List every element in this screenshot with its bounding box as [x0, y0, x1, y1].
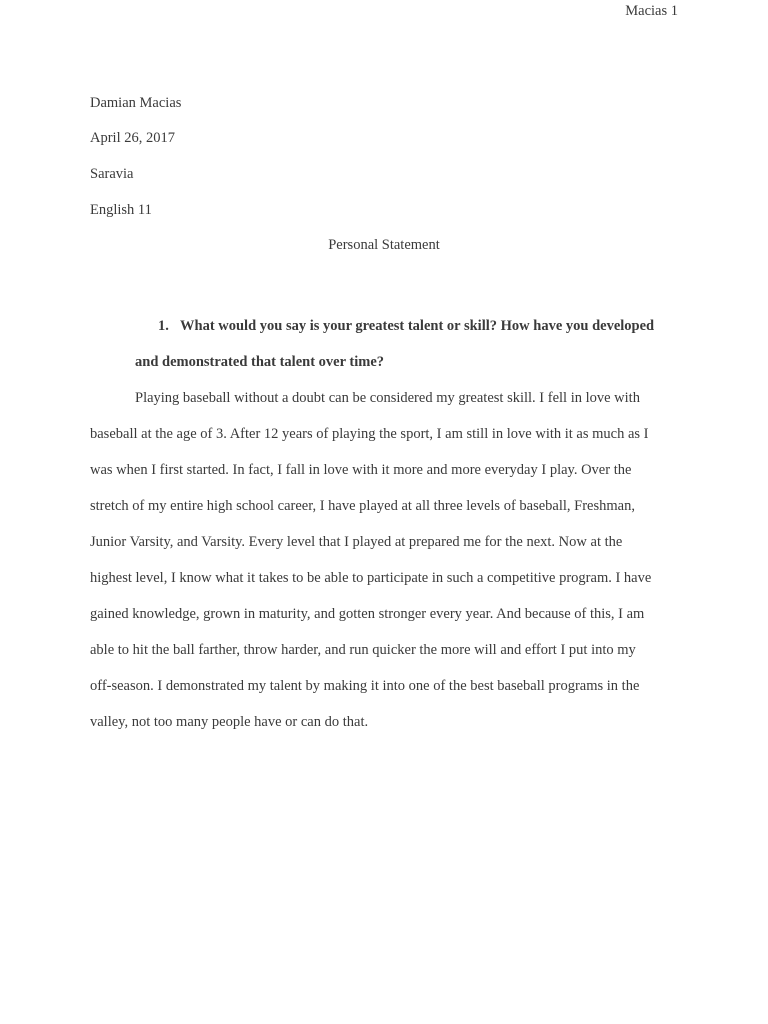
document-date: April 26, 2017: [90, 130, 175, 146]
question-number: 1.: [158, 318, 169, 334]
body-line: valley, not too many people have or can do that.: [90, 714, 369, 730]
body-line: stretch of my entire high school career, I have played at all three levels of baseball, Freshman,: [90, 498, 635, 514]
page-header: Macias 1: [625, 3, 678, 19]
question-text: What would you say is your greatest talent or skill? How have you developed: [180, 318, 655, 334]
body-line: able to hit the ball farther, throw harder, and run quicker the more will and effort I put into my: [90, 642, 636, 658]
question-block: [90, 308, 680, 380]
question-line: and demonstrated that talent over time?: [135, 354, 385, 370]
body-line: Playing baseball without a doubt can be considered my greatest skill. I fell in love with: [135, 390, 640, 406]
body-paragraph: [90, 380, 680, 740]
body-line: off-season. I demonstrated my talent by making it into one of the best baseball programs in the: [90, 678, 640, 694]
question-line: [90, 308, 680, 344]
teacher-name: Saravia: [90, 166, 134, 182]
body-line: Junior Varsity, and Varsity. Every level that I played at prepared me for the next. Now at the: [90, 534, 623, 550]
body-line: highest level, I know what it takes to be able to participate in such a competitive program. I have: [90, 570, 652, 586]
body-line: was when I first started. In fact, I fall in love with it more and more everyday I play. Over the: [90, 462, 632, 478]
author-name: Damian Macias: [90, 95, 182, 111]
body-line: gained knowledge, grown in maturity, and gotten stronger every year. And because of this, I am: [90, 606, 645, 622]
body-line: baseball at the age of 3. After 12 years of playing the sport, I am still in love with it as much as I: [90, 426, 649, 442]
course-name: English 11: [90, 202, 152, 218]
document-title: Personal Statement: [328, 237, 440, 253]
